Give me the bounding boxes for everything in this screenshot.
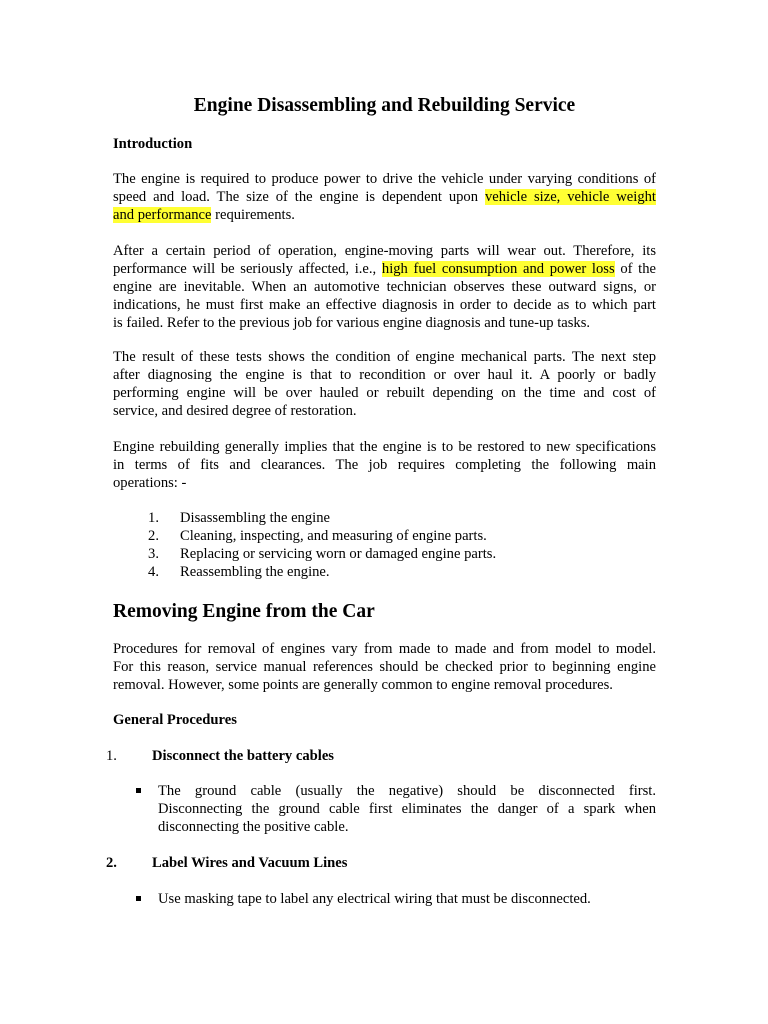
bullet-line: Use masking tape to label any electrical wiring that must be disconnected.: [158, 891, 591, 907]
paragraph-text: speed and load. The size of the engine is dependent upon: [113, 189, 485, 205]
paragraph-line: service, and desired degree of restoration.: [113, 403, 357, 419]
step-number: 1.: [106, 748, 117, 764]
list-item: [135, 563, 535, 581]
list-item: [135, 545, 535, 563]
paragraph-text: requirements.: [211, 207, 295, 223]
square-bullet-icon: [136, 896, 141, 901]
paragraph-line: [113, 188, 656, 206]
list-item: [135, 509, 535, 527]
paragraph-line: Engine rebuilding generally implies that the engine is to be restored to new specifications: [113, 439, 656, 455]
list-number: 3.: [148, 546, 159, 562]
paragraph-text: performance will be seriously affected, i.e.,: [113, 261, 382, 277]
list-number: 1.: [148, 510, 159, 526]
operations-list: [135, 509, 535, 581]
list-item-text: Reassembling the engine.: [180, 564, 330, 580]
paragraph-text: of the: [614, 261, 656, 277]
paragraph-line: in terms of fits and clearances. The job requires completing the following main: [113, 457, 656, 473]
bullet-line: Disconnecting the ground cable first eliminates the danger of a spark when: [158, 801, 656, 817]
paragraph-line: performing engine will be over hauled or rebuilt depending on the time and cost of: [113, 385, 656, 401]
list-item-text: Replacing or servicing worn or damaged engine parts.: [180, 546, 497, 562]
highlighted-text: and performance: [113, 207, 212, 223]
document-title: Engine Disassembling and Rebuilding Service: [193, 95, 576, 116]
introduction-heading: Introduction: [113, 136, 193, 152]
paragraph-line: Procedures for removal of engines vary from made to made and from model to model.: [113, 641, 656, 657]
paragraph-line: For this reason, service manual references should be checked prior to beginning engine: [113, 659, 656, 675]
procedure-step: [106, 747, 656, 765]
paragraph-line: The engine is required to produce power to drive the vehicle under varying conditions of: [113, 171, 656, 187]
highlighted-text: high fuel consumption and power loss: [381, 261, 615, 277]
square-bullet-icon: [136, 788, 141, 793]
removing-engine-heading: Removing Engine from the Car: [113, 601, 375, 622]
intro-paragraph-4: [113, 438, 656, 492]
list-item: [135, 527, 535, 545]
paragraph-line: [113, 260, 656, 278]
paragraph-line: [113, 206, 656, 224]
paragraph-line: after diagnosing the engine is that to recondition or over haul it. A poorly or badly: [113, 367, 656, 383]
list-item-text: Disassembling the engine: [180, 510, 330, 526]
list-number: 2.: [148, 528, 159, 544]
paragraph-line: The result of these tests shows the condition of engine mechanical parts. The next step: [113, 349, 656, 365]
highlighted-text: vehicle size, vehicle weight: [484, 189, 656, 205]
paragraph-line: indications, he must first make an effective diagnosis in order to decide as to which part: [113, 297, 656, 313]
procedure-step: [106, 854, 656, 872]
bullet-text: [158, 890, 656, 908]
step-title: Label Wires and Vacuum Lines: [152, 855, 348, 871]
bullet-line: disconnecting the positive cable.: [158, 819, 349, 835]
step-title: Disconnect the battery cables: [152, 748, 334, 764]
intro-paragraph-2: [113, 242, 656, 332]
intro-paragraph-3: [113, 348, 656, 420]
general-procedures-heading: General Procedures: [113, 712, 237, 728]
step-number: 2.: [106, 855, 117, 871]
list-item-text: Cleaning, inspecting, and measuring of engine parts.: [180, 528, 487, 544]
list-number: 4.: [148, 564, 159, 580]
paragraph-line: engine are inevitable. When an automotive technician observes these outward signs, or: [113, 279, 656, 295]
paragraph-line: operations: -: [113, 475, 187, 491]
paragraph-line: is failed. Refer to the previous job for various engine diagnosis and tune-up tasks.: [113, 315, 591, 331]
intro-paragraph-1: [113, 170, 656, 224]
bullet-text: [158, 782, 656, 836]
paragraph-line: After a certain period of operation, engine-moving parts will wear out. Therefore, its: [113, 243, 656, 259]
removing-paragraph: [113, 640, 656, 694]
paragraph-line: removal. However, some points are generally common to engine removal procedures.: [113, 677, 613, 693]
bullet-line: The ground cable (usually the negative) should be disconnected first.: [158, 783, 656, 799]
